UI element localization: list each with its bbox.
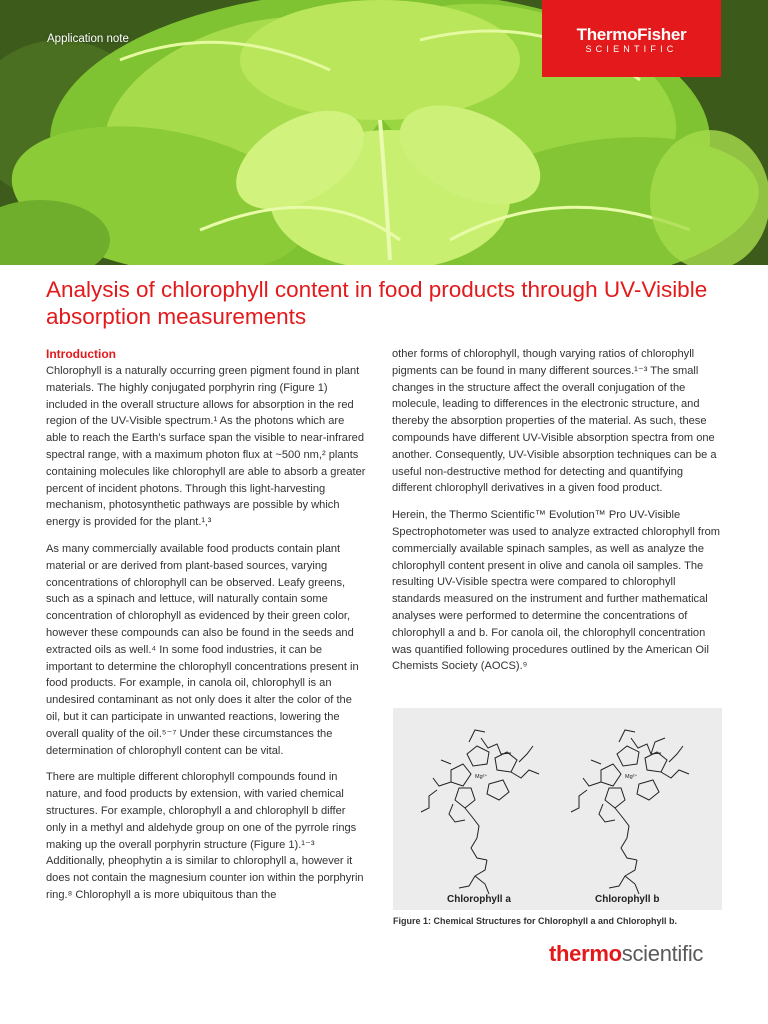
introduction-heading: Introduction [46, 347, 116, 361]
brand-name: ThermoFisher [576, 25, 687, 44]
intro-paragraph-4: other forms of chlorophyll, though varying ratios of chlorophyll pigments can be found in many different sources.¹⁻³ The small changes in the structure affect the overall conjugation of the molecule, leading to differences in the electronic structure, and thereby the absorption properties of the material. As such, these compounds have different UV-Visible absorption spectra from one another. Consequently, UV-Visible absorption techniques can be a useful non-destructive method for detecting and quantifying different chlorophyll derivatives in a given food product. [392, 348, 717, 495]
chlorophyll-b-structure [571, 730, 689, 894]
figure-caption: Figure 1: Chemical Structures for Chlorophyll a and Chlorophyll b. [393, 916, 678, 926]
thermo-scientific-logo [549, 941, 703, 967]
intro-paragraph-1: Chlorophyll is a naturally occurring green pigment found in plant materials. The highly conjugated porphyrin ring (Figure 1) included in the overall structure allows for absorption in the red region of the UV-Visible spectrum.¹ As the photons which are able to reach the Earth’s surface span the visible to near-infrared spectral range, with a maximum photon flux at ~500 nm,² plants containing molecules like chlorophyll are able to absorb a greater percent of incident photons. Through this light-harvesting mechanism, photosynthetic pathways are possible by which energy is provided for the plant.¹‚³ [46, 365, 366, 529]
right-column [392, 346, 722, 685]
intro-paragraph-3: There are multiple different chlorophyll compounds found in nature, and food products by extension, with varied chemical structures. For example, chlorophyll a and chlorophyll b differ only in a methyl and aldehyde group on one of the pyrrole rings making up the overall porphyrin structure (Figure 1).¹⁻³ Additionally, pheophytin a is similar to chlorophyll a, however it does not contain the magnesium counter ion within the porphyrin ring.⁸ Chlorophyll a is more ubiquitous than the [46, 771, 364, 901]
mg-ion-label-a: Mg²⁺ [475, 774, 488, 780]
hero-image [0, 0, 768, 265]
chlorophyll-structures [393, 708, 722, 910]
chlorophyll-b-label: Chlorophyll b [595, 894, 660, 905]
logo-scientific-text: scientific [621, 941, 704, 966]
intro-paragraph-2: As many commercially available food products contain plant material or are derived from plant-based sources, varying concentrations of chlorophyll can be observed. Leafy greens, such as a spinach and lettuce, will naturally contain some concentration of chlorophyll as evidenced by their green color, however these compounds can also be found in the seeds and extracted oils as well.⁴ In some food industries, it can be important to determine the chlorophyll concentrations present in food products. For example, in canola oil, chlorophyll is an undesired contaminant as not only does it alter the color of the oil, but it can participate in unwanted reactions, lowering the overall quality of the oil.⁵⁻⁷ Under these circumstances the determination of chlorophyll content can be vital. [46, 542, 359, 757]
intro-paragraph-5: Herein, the Thermo Scientific™ Evolution™ Pro UV-Visible Spectrophotometer was used to analyze extracted chlorophyll from commercially available spinach samples, as well as analyze the chlorophyll content present in olive and canola oil samples. The resulting UV-Visible spectra were compared to chlorophyll standards measured on the instrument and further mathematical analyses were performed to determine the concentrations of chlorophyll a and b. For canola oil, the chlorophyll concentration was quantified following procedures outlined by the American Oil Chemists Society (AOCS).⁹ [392, 509, 721, 673]
logo-thermo-text: thermo [549, 941, 622, 966]
brand-subtitle: SCIENTIFIC [585, 44, 678, 54]
application-note-label: Application note [47, 33, 129, 45]
figure-1 [393, 708, 722, 910]
chlorophyll-a-structure [421, 730, 539, 894]
page-title: Analysis of chlorophyll content in food products through UV-Visible absorption measurements [46, 277, 708, 329]
mg-ion-label-b: Mg²⁺ [625, 774, 638, 780]
thermofisher-logo [542, 0, 721, 77]
left-column [46, 346, 368, 914]
chlorophyll-a-label: Chlorophyll a [447, 894, 511, 905]
